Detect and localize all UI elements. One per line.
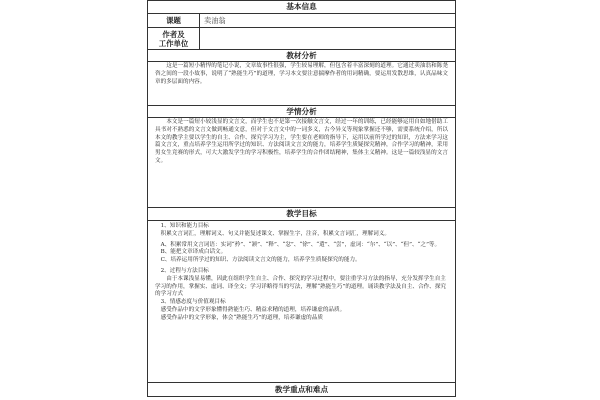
- students-body: [148, 118, 456, 208]
- lesson-plan-page: [147, 0, 455, 397]
- students-header-row: [148, 106, 456, 118]
- objectives-header: 教学目标: [148, 208, 456, 221]
- objectives-header-row: [148, 208, 456, 221]
- title-row: [148, 14, 456, 28]
- objective-line: 积累文言词汇，理解词义、句义并能复述课文、掌握生字，注音，积累文言词汇，理解词义。: [160, 230, 390, 237]
- basic-info-header-row: [148, 1, 456, 14]
- author-label-line1: 作者及: [162, 29, 185, 39]
- title-value: 卖油翁: [200, 14, 456, 28]
- objectives-body-row: [148, 221, 456, 383]
- objective-line: 1、知识和能力目标: [160, 223, 209, 229]
- students-header: 学情分析: [148, 106, 456, 118]
- analysis-header: 教材分析: [148, 50, 456, 62]
- author-label-line2: 工作单位: [158, 38, 189, 48]
- objective-line: 2、过程与方法目标: [160, 267, 209, 274]
- title-label: 课题: [148, 14, 200, 28]
- objective-line: B、能把文章译成白话文。: [160, 249, 227, 256]
- analysis-text: 这是一篇短小精悍的笔记小说，文章故事性很强，学生较易理解，但包含着丰富深刻的道理。它通过卖油翁和陈尧咨之间的一段小故事，说明了“熟能生巧”的道理，学习本文要注意揣摩作者的用词精确，要运用发散思维，认真品味文章的多层面的内容。: [155, 63, 448, 85]
- objective-line: 3、情感态度与价值观目标: [160, 299, 226, 306]
- basic-info-header: 基本信息: [148, 1, 456, 14]
- objectives-body: [148, 221, 456, 383]
- objective-line: 感受作品中的文学形象，体会“熟能生巧”的道理，培养谦虚的品质: [160, 314, 323, 321]
- analysis-body: [148, 62, 456, 106]
- analysis-header-row: [148, 50, 456, 62]
- keypoints-header: 教学重点和难点: [148, 383, 456, 397]
- objective-line: 由于本课浅显易懂，因此在组织学生自主、合作、探究的学习过程中，要注重学习方法的指导，充分发挥学生自主学习的作用，掌握实、虚词、译全文；学习详略得当的写法，理解“熟能生巧”的道理。诵读教学法及自主、合作、探究的学习方式: [155, 275, 447, 298]
- students-text: 本文是一篇短小较浅显的文言文，而学生也不是第一次接触文言文，经过一年的训练，已经能够运用自如地借助工具书对不熟悉的文言文做到畅通文意，但对于文言文中的一词多义，古今异义等现象掌握还不够，需要系统介绍，所以本文的教学主要以学生的自主、合作、探究学习为主，学生要在老师的指导下，运用以前所学过的知识，方法来学习这篇文言文，重点培养学生运用所学过的知识、方法阅读文言文的能力，培养学生质疑探究精神，合作学习的精神，采用男女生竞赛的形式，可大大激发学生的学习积极性，培养学生的合作团结精神，集体主义精神。这是一篇较浅显的文言文。: [155, 119, 448, 164]
- keypoints-header-row: [148, 383, 456, 397]
- lesson-plan-table: [147, 0, 456, 397]
- students-body-row: [148, 118, 456, 208]
- author-label: [148, 28, 200, 50]
- objective-line: C、培养运用所学过的知识、方法阅读文言文的能力，培养学生质疑探究的能力。: [160, 257, 361, 264]
- objective-line: A、积累常用文言词语：实词“矜”、“颔”、“释”、“忿”、“徐”、“遣”、“尝”，虚词：“尔”、“以”、“但”、“之”等。: [160, 241, 441, 248]
- author-value: [200, 28, 456, 50]
- analysis-body-row: [148, 62, 456, 106]
- objective-line: 感受作品中的文学形象懂得熟能生巧、精益求精的道理，培养谦虚的品质。: [160, 306, 346, 313]
- author-row: [148, 28, 456, 50]
